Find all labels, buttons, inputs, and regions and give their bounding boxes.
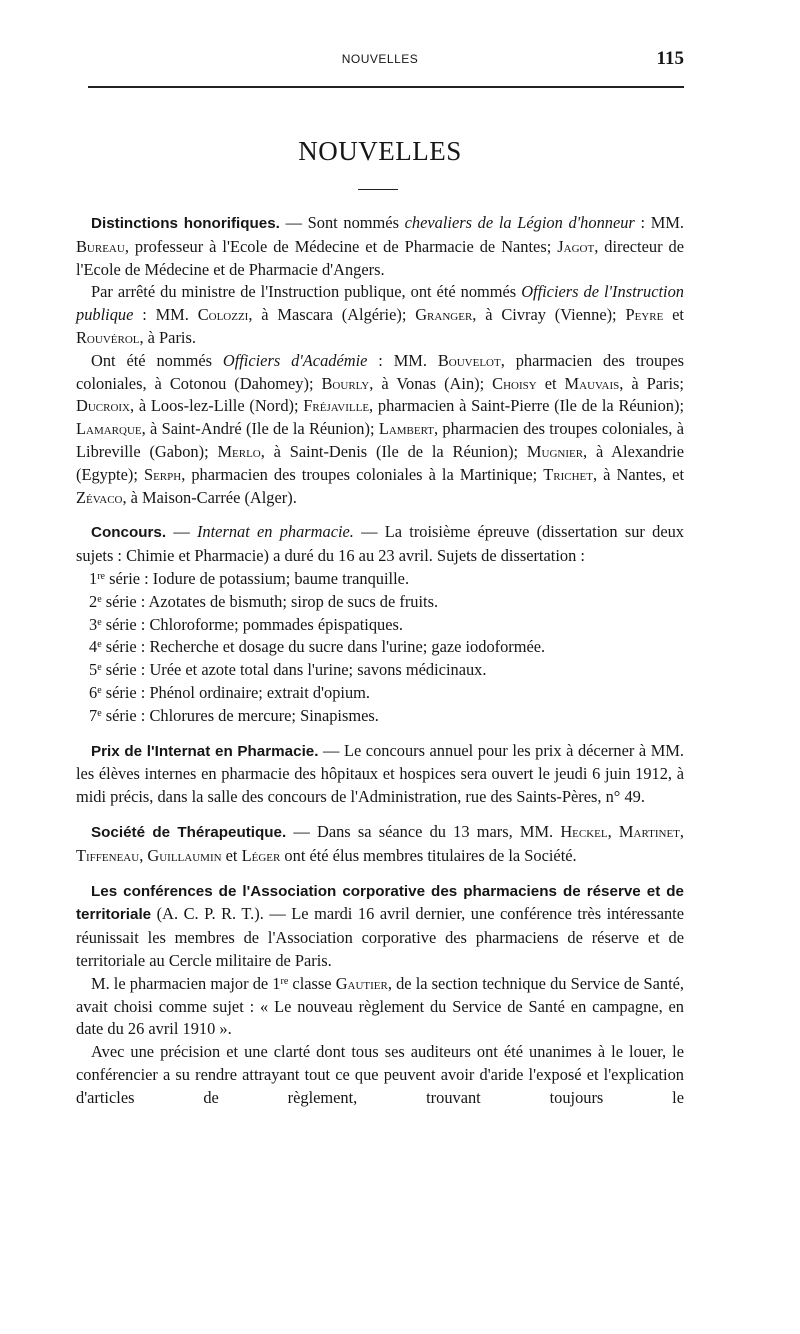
text-run: classe bbox=[288, 973, 336, 993]
serie-text: série : Chloroforme; pommades épispatiques. bbox=[101, 614, 403, 634]
text-run: , à Paris. bbox=[139, 327, 196, 347]
text-run: , à Saint-Denis (Ile de la Réunion); bbox=[260, 441, 527, 461]
serie-number: 3 bbox=[89, 614, 98, 634]
serie-text: série : Iodure de potassium; baume tranquille. bbox=[104, 568, 410, 588]
serie-number: 7 bbox=[89, 705, 98, 725]
serie-item bbox=[76, 614, 684, 637]
serie-suffix: re bbox=[97, 570, 105, 582]
person-name: Lamarque bbox=[76, 419, 142, 439]
officiers-academie-paragraph bbox=[76, 350, 684, 510]
text-run: (A. C. P. R. T.). — Le mardi 16 avril dernier, une conférence très intéressante réunissait les membres de l'Association corporative des pharmaciens de réserve et de territoriale au Cercle militaire de Paris. bbox=[76, 904, 684, 970]
person-name: Bureau bbox=[76, 236, 125, 256]
serie-item bbox=[76, 591, 684, 614]
serie-text: série : Phénol ordinaire; extrait d'opium. bbox=[101, 682, 370, 702]
italic-run: Officiers de l'Instruction publique bbox=[76, 282, 684, 325]
header-rule bbox=[88, 86, 684, 88]
person-name: Léger bbox=[241, 845, 281, 865]
person-name: Gautier bbox=[335, 973, 388, 993]
text-run: , de la section technique du Service de Santé, avait choisi comme sujet : « Le nouveau règlement du Service de Santé en campagne, en date du 26 avril 1910 ». bbox=[76, 973, 684, 1039]
serie-text: série : Azotates de bismuth; sirop de sucs de fruits. bbox=[101, 591, 439, 611]
person-name: Ducroix bbox=[76, 396, 131, 416]
person-name: Martinet bbox=[618, 821, 680, 841]
person-name: Trichet bbox=[543, 464, 593, 484]
text-run: — bbox=[166, 522, 197, 542]
text-run: , à Paris; bbox=[619, 373, 684, 393]
text-run: , à Vonas (Ain); bbox=[369, 373, 493, 393]
serie-number: 4 bbox=[89, 637, 98, 657]
serie-item bbox=[76, 659, 684, 682]
person-name: Mauvais bbox=[564, 373, 620, 393]
serie-number: 1 bbox=[89, 568, 98, 588]
title-divider bbox=[358, 189, 398, 190]
text-run: Ont été nommés bbox=[91, 350, 223, 370]
text-run: M. le pharmacien major de 1 bbox=[91, 973, 281, 993]
text-run: , pharmacien des troupes coloniales, à Cotonou (Dahomey); bbox=[76, 350, 685, 393]
italic-run: Internat en pharmacie. bbox=[196, 522, 354, 542]
person-name: Colozzi bbox=[197, 305, 249, 325]
person-name: Guillaumin bbox=[147, 845, 222, 865]
text-run: et bbox=[663, 305, 684, 325]
person-name: Tiffeneau bbox=[76, 845, 140, 865]
person-name: Choisy bbox=[492, 373, 537, 393]
person-name: Mugnier bbox=[526, 441, 584, 461]
page-title: NOUVELLES bbox=[298, 136, 462, 166]
serie-suffix: e bbox=[97, 684, 102, 696]
person-name: Serph bbox=[143, 464, 182, 484]
running-header bbox=[76, 50, 684, 74]
conferences-heading: Les conférences de l'Association corporative des pharmaciens de réserve et de territoriale bbox=[76, 882, 684, 924]
text-run: ont été élus membres titulaires de la Société. bbox=[280, 845, 577, 865]
text-run: , pharmacien des troupes coloniales, à Libreville (Gabon); bbox=[76, 419, 684, 461]
person-name: Jagot bbox=[557, 236, 595, 256]
person-name: Zévaco bbox=[76, 487, 123, 507]
serie-number: 5 bbox=[89, 660, 98, 680]
societe-heading: Société de Thérapeutique. bbox=[91, 823, 287, 841]
distinctions-heading: Distinctions honorifiques. bbox=[91, 215, 280, 232]
person-name: Fréjaville bbox=[303, 396, 370, 416]
serie-number: 2 bbox=[89, 591, 98, 611]
concours-heading: Concours. bbox=[91, 524, 167, 542]
text-run: , à Maison-Carrée (Alger). bbox=[122, 487, 297, 507]
text-run: , à Alexandrie (Egypte); bbox=[76, 441, 684, 484]
text-run: , professeur à l'Ecole de Médecine et de Pharmacie de Nantes; bbox=[124, 236, 558, 256]
text-run: , pharmacien à Saint-Pierre (Ile de la Réunion); bbox=[369, 396, 685, 416]
conferences-paragraph-3 bbox=[76, 1041, 684, 1109]
text-run: , pharmacien des troupes coloniales à la Martinique; bbox=[181, 464, 544, 484]
prix-paragraph bbox=[76, 740, 684, 809]
serie-text: série : Recherche et dosage du sucre dans l'urine; gaze iodoformée. bbox=[101, 637, 546, 657]
text-run: — Sont nommés bbox=[279, 213, 405, 232]
text-run: , à Civray (Vienne); bbox=[472, 305, 626, 325]
person-name: Heckel bbox=[560, 821, 608, 841]
conferences-paragraph-2 bbox=[76, 973, 684, 1041]
text-run: Par arrêté du ministre de l'Instruction publique, ont été nommés bbox=[91, 282, 522, 302]
person-name: Granger bbox=[415, 305, 473, 325]
text-run: et bbox=[536, 373, 565, 393]
text-run: — Dans sa séance du 13 mars, MM. bbox=[286, 821, 561, 841]
serie-item bbox=[76, 705, 684, 728]
person-name: Bouvelot bbox=[437, 350, 501, 370]
article-body bbox=[76, 212, 684, 1109]
concours-paragraph bbox=[76, 521, 684, 568]
italic-run: chevaliers de la Légion d'honneur bbox=[404, 213, 635, 232]
text-run: — La troisième épreuve (dissertation sur deux sujets : Chimie et Pharmacie) a duré du 16 au 23 avril. Sujets de dissertation : bbox=[76, 522, 684, 566]
text-run: , à Saint-André (Ile de la Réunion); bbox=[141, 419, 379, 439]
societe-paragraph bbox=[76, 821, 684, 868]
text-run: et bbox=[221, 845, 242, 865]
person-name: Lambert bbox=[378, 419, 435, 439]
text-run: : MM. bbox=[634, 213, 684, 232]
serie-item bbox=[76, 682, 684, 705]
serie-item bbox=[76, 568, 684, 591]
text-run: , directeur de l'Ecole de Médecine et de Pharmacie d'Angers. bbox=[76, 236, 684, 279]
serie-number: 6 bbox=[89, 682, 98, 702]
person-name: Rouvérol bbox=[76, 327, 140, 347]
person-name: Bourly bbox=[321, 373, 370, 393]
conferences-paragraph bbox=[76, 880, 684, 973]
person-name: Merlo bbox=[217, 441, 261, 461]
instruction-publique-paragraph bbox=[76, 281, 684, 349]
running-title: NOUVELLES bbox=[341, 52, 419, 66]
text-run: — Le concours annuel pour les prix à décerner à MM. les élèves internes en pharmacie des hôpitaux et hospices sera ouvert le jeudi 6 juin 1912, à midi précis, dans la salle des concours de l'Administration, rue des Saints-Pères, n° 49. bbox=[76, 740, 684, 807]
text-run: , bbox=[679, 821, 684, 841]
text-run: , à Nantes, et bbox=[593, 464, 684, 484]
text-run: : MM. bbox=[367, 350, 438, 370]
serie-suffix: e bbox=[97, 616, 102, 628]
serie-suffix: e bbox=[97, 639, 102, 651]
italic-run: Officiers d'Académie bbox=[222, 350, 368, 370]
serie-suffix: e bbox=[97, 593, 102, 605]
distinctions-paragraph bbox=[76, 212, 684, 281]
page-number: 115 bbox=[656, 48, 684, 69]
prix-heading: Prix de l'Internat en Pharmacie. bbox=[91, 742, 319, 760]
superscript: re bbox=[280, 975, 289, 987]
serie-item bbox=[76, 636, 684, 659]
text-run: : MM. bbox=[133, 305, 198, 325]
serie-text: série : Chlorures de mercure; Sinapismes. bbox=[101, 705, 379, 725]
text-run: , à Loos-lez-Lille (Nord); bbox=[130, 396, 304, 416]
person-name: Peyre bbox=[625, 305, 664, 325]
text-run: , bbox=[607, 821, 619, 841]
text-run: , bbox=[139, 845, 148, 865]
text-run: Avec une précision et une clarté dont tous ses auditeurs ont été unanimes à le louer, le conférencier a su rendre attrayant tout ce que peuvent avoir d'aride l'exposé et l'explication d'articles de règlement, trouvant toujours le bbox=[76, 1042, 684, 1107]
serie-suffix: e bbox=[97, 662, 102, 674]
text-run: , à Mascara (Algérie); bbox=[248, 305, 416, 325]
serie-suffix: e bbox=[97, 707, 102, 719]
serie-text: série : Urée et azote total dans l'urine; savons médicinaux. bbox=[101, 660, 487, 680]
